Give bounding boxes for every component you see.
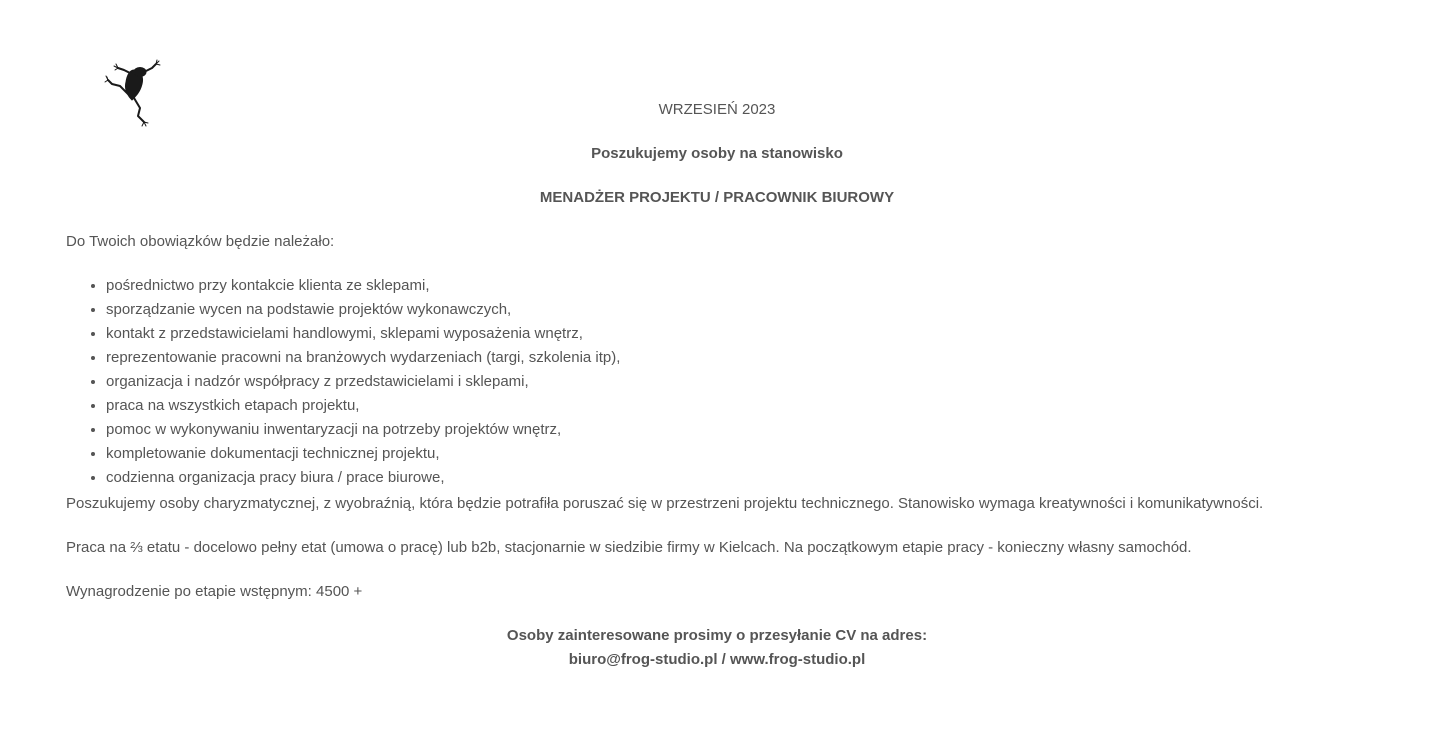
position-title: MENADŻER PROJEKTU / PRACOWNIK BIUROWY [539, 189, 895, 206]
duties-list [66, 274, 1368, 490]
posting-intro: Poszukujemy osoby na stanowisko [591, 145, 843, 162]
list-item: • organizacja i nadzór współpracy z przedstawicielami i sklepami, [106, 370, 1368, 394]
list-item: • codzienna organizacja pracy biura / prace biurowe, [106, 466, 1368, 490]
candidate-profile: Poszukujemy osoby charyzmatycznej, z wyobraźnią, która będzie potrafiła poruszać się w przestrzeni projektu technicznego. Stanowisko wymaga kreatywności i komunikatywności. [66, 495, 1264, 512]
job-posting [66, 98, 1368, 692]
employment-conditions: Praca na ⅔ etatu - docelowo pełny etat (umowa o pracę) lub b2b, stacjonarnie w siedzibie firmy w Kielcach. Na początkowym etapie pracy - konieczny własny samochód. [66, 539, 1192, 556]
contact-instruction: Osoby zainteresowane prosimy o przesyłanie CV na adres: [506, 627, 928, 644]
salary-info: Wynagrodzenie po etapie wstępnym: 4500 + [66, 583, 363, 600]
list-item: • sporządzanie wycen na podstawie projektów wykonawczych, [106, 298, 1368, 322]
contact-block [66, 624, 1368, 672]
duties-heading: Do Twoich obowiązków będzie należało: [66, 233, 335, 250]
list-item: • kontakt z przedstawicielami handlowymi, sklepami wyposażenia wnętrz, [106, 322, 1368, 346]
list-item: • pomoc w wykonywaniu inwentaryzacji na potrzeby projektów wnętrz, [106, 418, 1368, 442]
list-item: • praca na wszystkich etapach projektu, [106, 394, 1368, 418]
list-item: • reprezentowanie pracowni na branżowych wydarzeniach (targi, szkolenia itp), [106, 346, 1368, 370]
list-item: • pośrednictwo przy kontakcie klienta ze sklepami, [106, 274, 1368, 298]
contact-address[interactable]: biuro@frog-studio.pl / www.frog-studio.pl [568, 651, 866, 668]
posting-date: WRZESIEŃ 2023 [658, 101, 776, 118]
list-item: • kompletowanie dokumentacji technicznej projektu, [106, 442, 1368, 466]
